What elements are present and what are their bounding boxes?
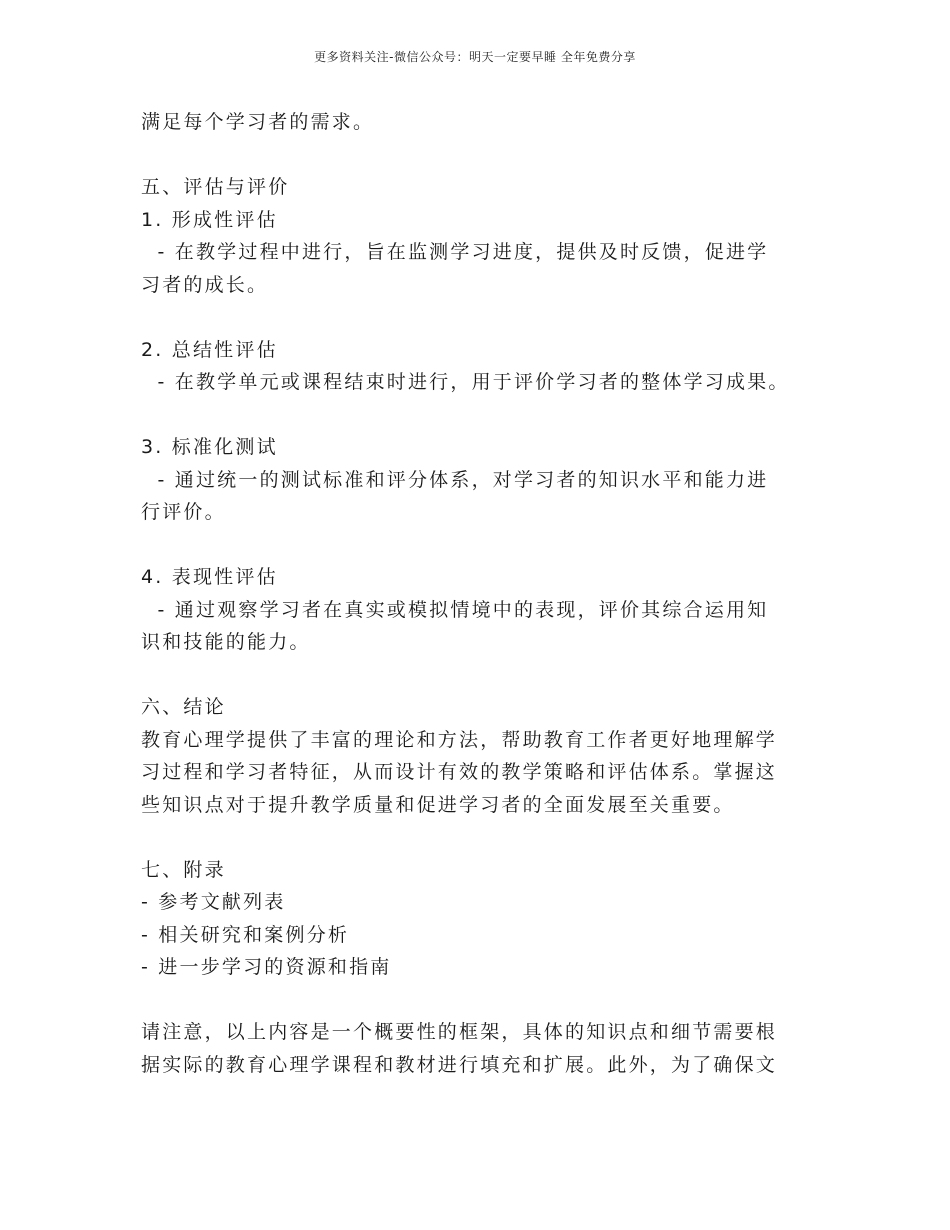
appendix-item-1: - 参考文献列表 [141,891,286,913]
item-3-title: 3. 标准化测试 [141,436,278,458]
spacer [141,821,841,854]
conclusion-line-2: 习过程和学习者特征，从而设计有效的教学策略和评估体系。掌握这 [141,761,778,783]
spacer [141,301,841,334]
item-2-title: 2. 总结性评估 [141,338,278,361]
item-3-desc-line-2: 行评价。 [141,501,226,523]
item-2-desc-line-1: - 在教学单元或课程结束时进行，用于评价学习者的整体学习成果。 [141,371,790,393]
item-1-desc-line-1: - 在教学过程中进行，旨在监测学习进度，提供及时反馈，促进学 [141,241,769,263]
section-7-title: 七、附录 [141,858,226,881]
conclusion-line-3: 些知识点对于提升教学质量和促进学习者的全面发展至关重要。 [141,793,735,816]
spacer [141,984,841,1017]
spacer [141,399,841,432]
item-1-title: 1. 形成性评估 [141,208,278,231]
item-4-desc-line-1: - 通过观察学习者在真实或模拟情境中的表现，评价其综合运用知 [141,598,769,621]
appendix-item-2: - 相关研究和案例分析 [141,923,350,946]
spacer [141,139,841,172]
section-6-title: 六、结论 [141,696,226,718]
document-body [141,106,841,1081]
page-header: 更多资料关注-微信公众号：明天一定要早睡 全年免费分享 [314,50,636,64]
item-4-desc-line-2: 识和技能的能力。 [141,631,311,653]
item-3-desc-line-1: - 通过统一的测试标准和评分体系，对学习者的知识水平和能力进 [141,468,769,491]
item-4-title: 4. 表现性评估 [141,566,278,588]
spacer [141,529,841,562]
note-line-1: 请注意，以上内容是一个概要性的框架，具体的知识点和细节需要根 [141,1021,778,1043]
spacer [141,659,841,692]
note-line-2: 据实际的教育心理学课程和教材进行填充和扩展。此外，为了确保文 [141,1053,778,1076]
appendix-item-3: - 进一步学习的资源和指南 [141,956,392,978]
conclusion-line-1: 教育心理学提供了丰富的理论和方法，帮助教育工作者更好地理解学 [141,728,778,751]
item-1-desc-line-2: 习者的成长。 [141,273,269,296]
intro-line: 满足每个学习者的需求。 [141,111,375,133]
section-5-title: 五、评估与评价 [141,176,290,198]
